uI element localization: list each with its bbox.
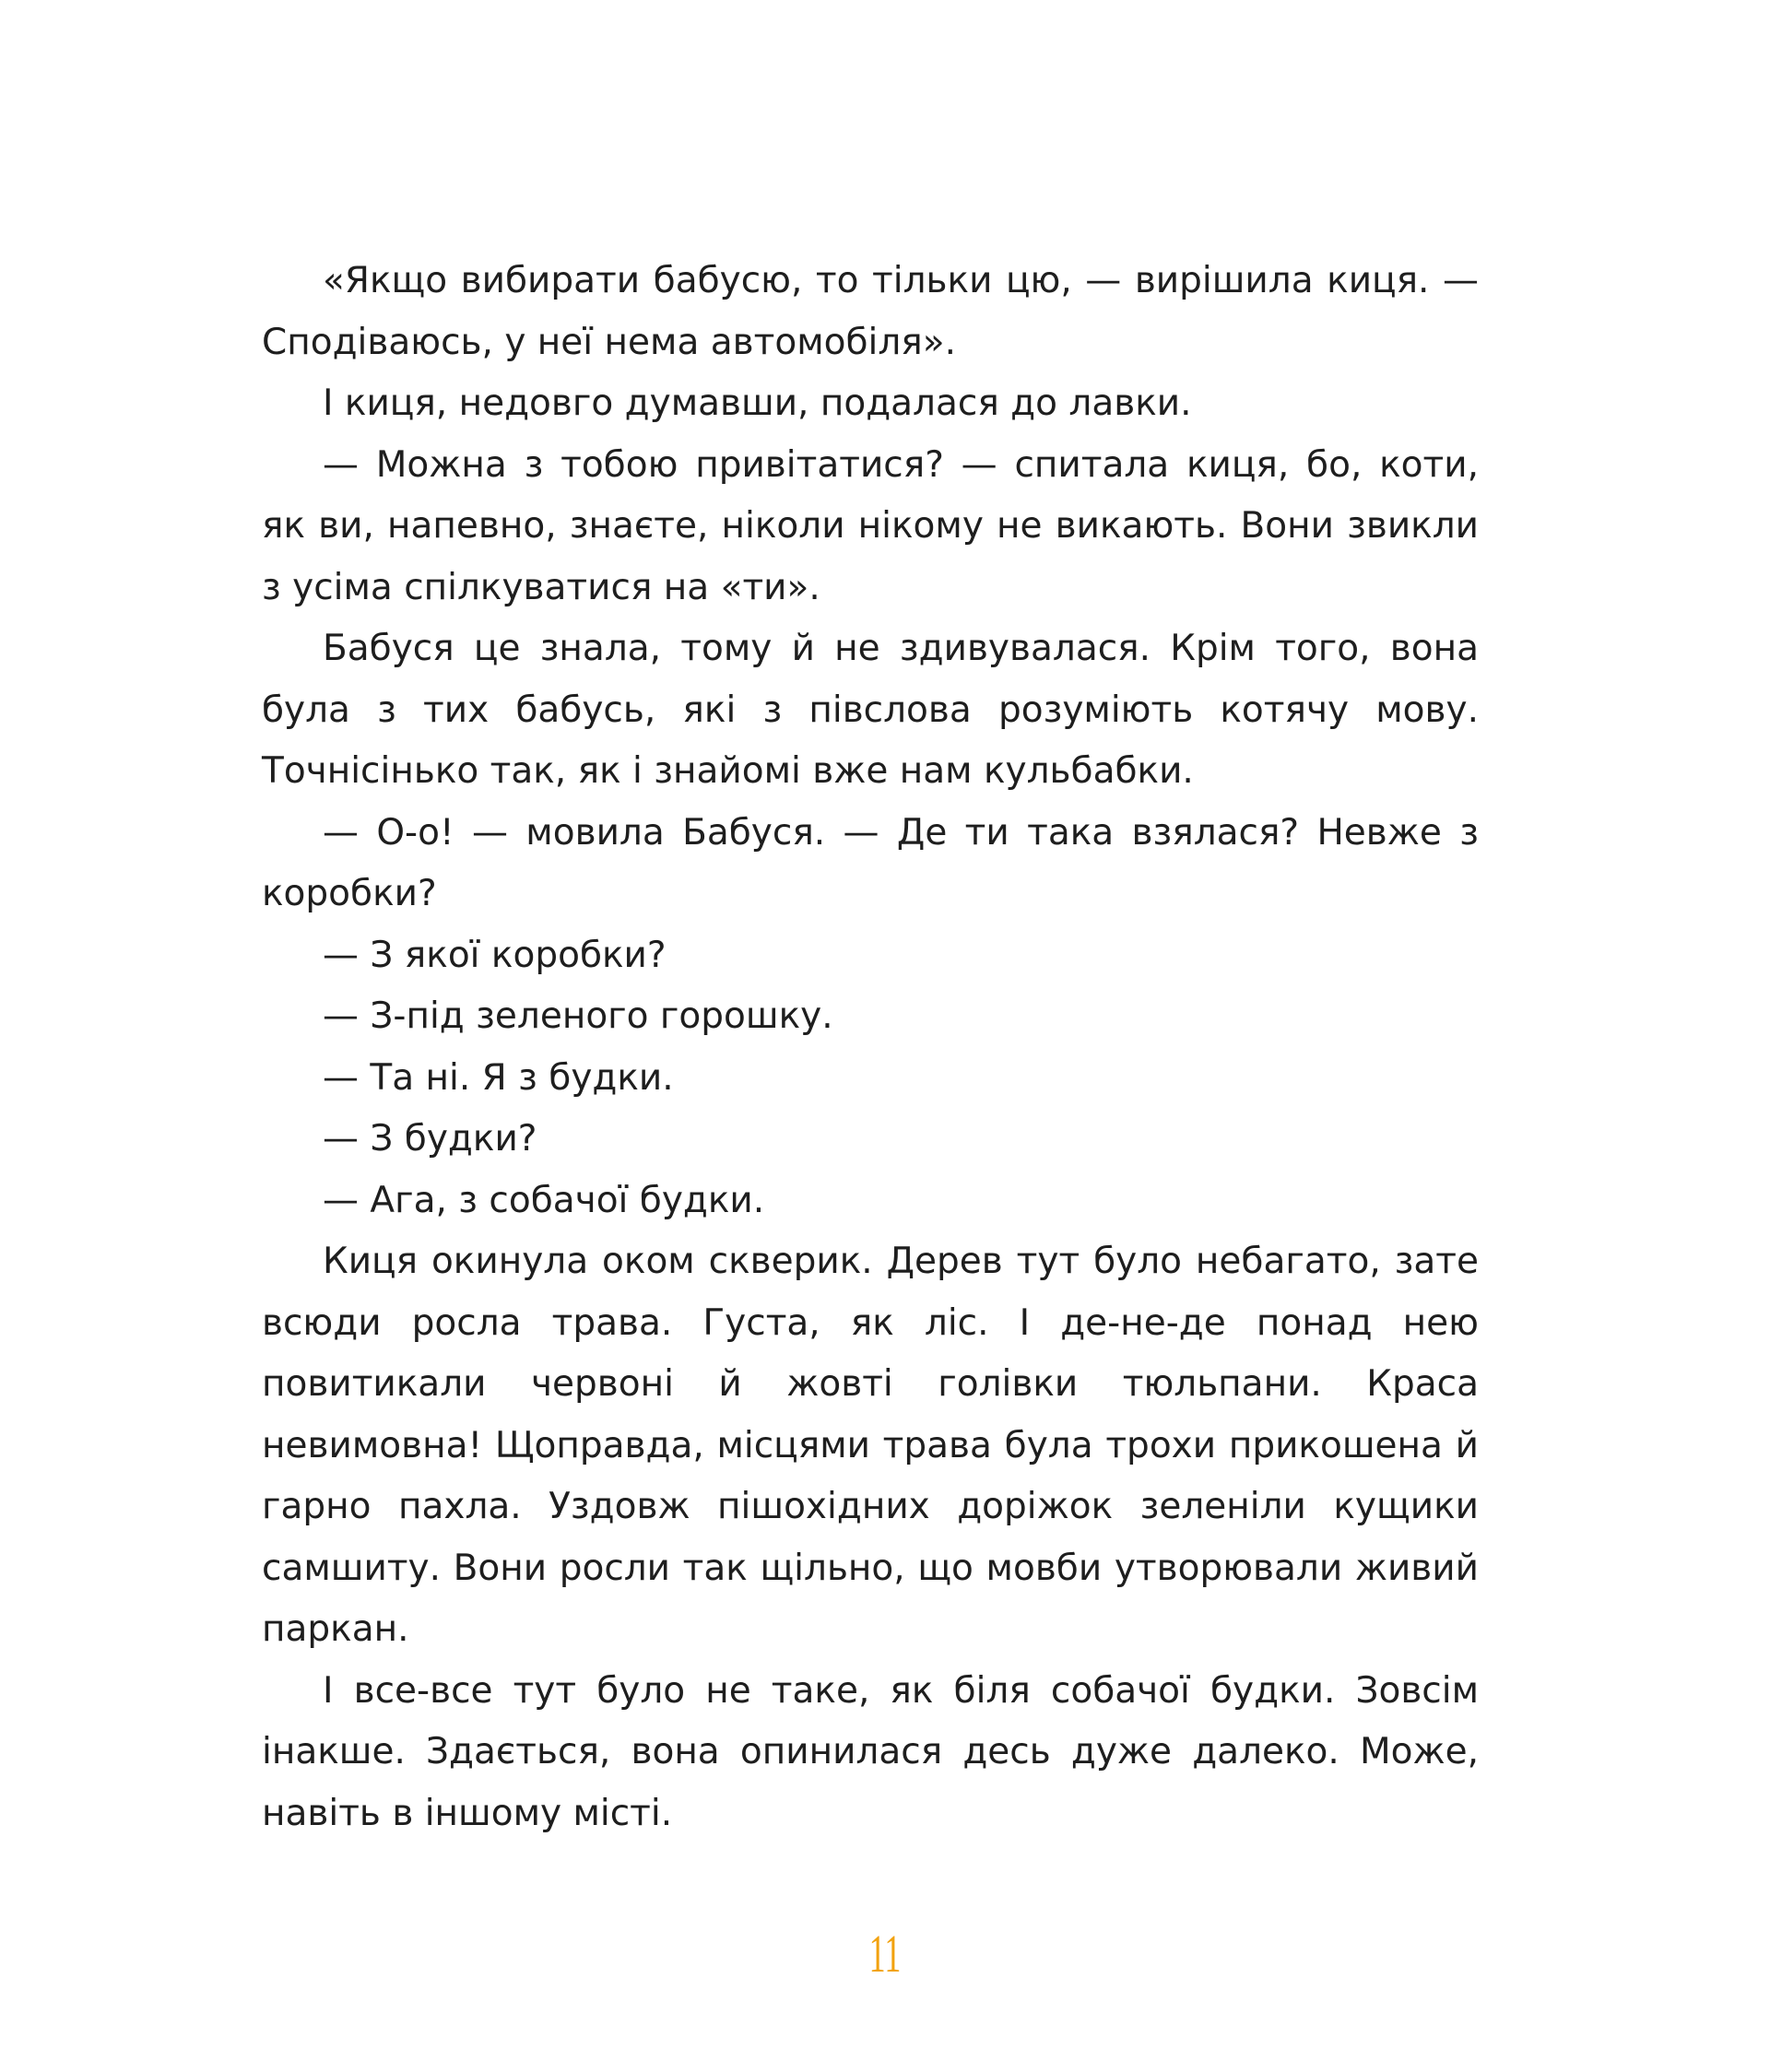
paragraph: — З якої коробки? xyxy=(323,934,667,976)
paragraph: — Ага, з собачої будки. xyxy=(323,1179,765,1221)
paragraph: — Та ні. Я з будки. xyxy=(323,1056,674,1099)
paragraph: І киця, недовго думавши, подалася до лавки. xyxy=(323,383,1192,424)
paragraph: — Можна з тобою привітатися? — спитала киця, бо, коти, як ви, напевно, знаєте, ніколи нікому не викають. Вони звикли з усіма спілкуватися на «ти». xyxy=(262,443,1479,608)
paragraph: — О-о! — мовила Бабуся. — Де ти така взялася? Невже з коробки? xyxy=(262,811,1479,914)
page-number: 11 xyxy=(868,1924,902,1984)
paragraph: — З будки? xyxy=(323,1118,537,1160)
body-text xyxy=(262,251,1479,1844)
paragraph: — З-під зеленого горошку. xyxy=(323,995,833,1037)
paragraph: «Якщо вибирати бабусю, то тільки цю, — вирішила киця. — Сподіваюсь, у неї нема автомобіля». xyxy=(262,260,1479,363)
paragraph: І все-все тут було не таке, як біля собачої будки. Зовсім інакше. Здається, вона опинилася десь дуже далеко. Може, навіть в іншому місті. xyxy=(262,1669,1479,1834)
paragraph: Киця окинула оком скверик. Дерев тут було небагато, зате всюди росла трава. Густа, як ліс. І де-не-де понад нею повитикали червоні й жовті голівки тюльпани. Краса невимовна! Щоправда, місцями трава була трохи прикошена й гарно пахла. Уздовж пішохідних доріжок зеленіли кущики самшиту. Вони росли так щільно, що мовби утворювали живий паркан. xyxy=(262,1241,1479,1650)
paragraph: Бабуся це знала, тому й не здивувалася. Крім того, вона була з тих бабусь, які з півслова розуміють котячу мову. Точнісінько так, як і знайомі вже нам кульбабки. xyxy=(262,628,1479,792)
